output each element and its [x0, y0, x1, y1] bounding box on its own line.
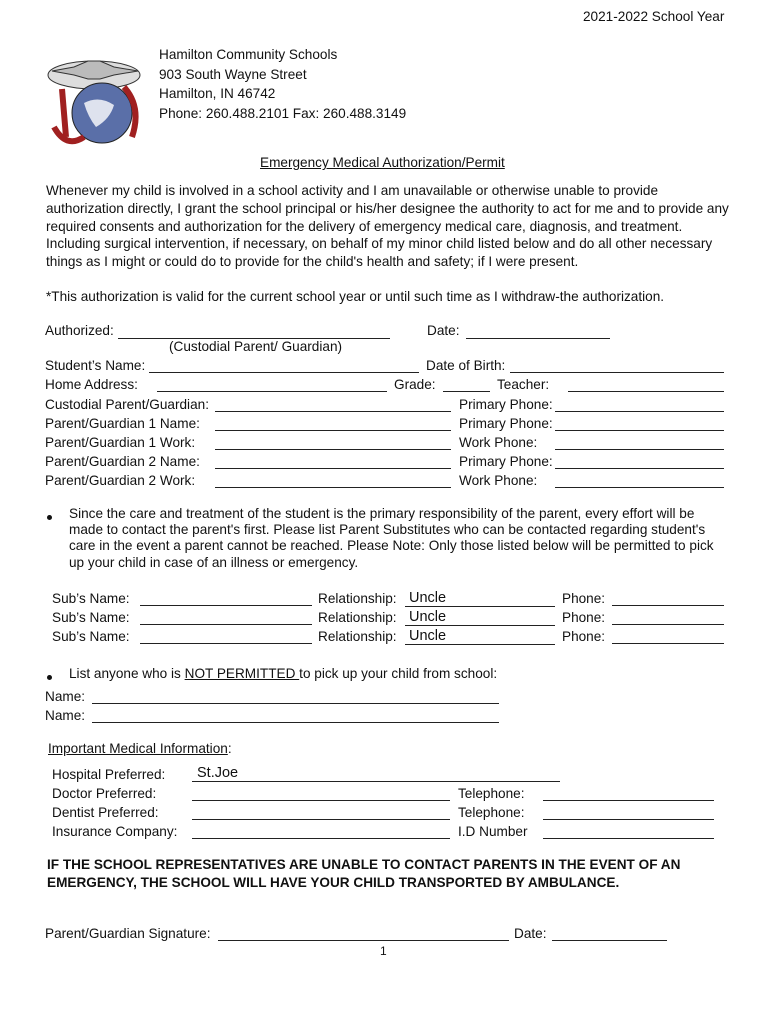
sub-name-field[interactable] — [140, 643, 312, 644]
guardian-phone-field[interactable] — [555, 468, 724, 469]
intro-paragraph: Whenever my child is involved in a school activity and I am unavailable or otherwise unable to provide authorization directly, I grant the school principal or his/her designee the authority to act for me and to provide any required consents and authorization for the delivery of emergency medical care, diagnosis, and treatment. Including surgical intervention, if necessary, on behalf of my minor child listed below and do all other necessary things as I might or could do to provide for the child's health and safety; if I were present. — [46, 183, 729, 270]
guardian-field[interactable] — [215, 449, 451, 450]
signature-label: Parent/Guardian Signature: — [45, 926, 211, 941]
medical-heading-text: Important Medical Information — [48, 741, 228, 756]
student-name-field[interactable] — [149, 372, 419, 373]
not-permitted-name-label: Name: — [45, 689, 86, 704]
guardian-field[interactable] — [215, 411, 451, 412]
substitutes-paragraph: Since the care and treatment of the student is the primary responsibility of the parent, every effort will be made to contact the parent's first. Please list Parent Substitutes who can be contacted regarding student's care in the event a parent cannot be reached. Please Note: Only those listed below will be permitted to pick up your child in case of an illness or emergency. — [69, 506, 714, 570]
guardian-label: Parent/Guardian 1 Name: — [45, 416, 200, 431]
not-permitted-instruction — [69, 666, 497, 681]
teacher-label: Teacher: — [497, 377, 550, 392]
school-year: 2021-2022 School Year — [583, 9, 725, 24]
guardian-label: Custodial Parent/Guardian: — [45, 397, 209, 412]
guardian-phone-field[interactable] — [555, 487, 724, 488]
medical-heading — [48, 741, 232, 756]
id-number-label: I.D Number — [458, 824, 528, 839]
guardian-label: Parent/Guardian 1 Work: — [45, 435, 196, 450]
dentist-label: Dentist Preferred: — [52, 805, 159, 820]
insurance-label: Insurance Company: — [52, 824, 178, 839]
guardian-phone-label: Work Phone: — [459, 435, 538, 450]
signature-date-field[interactable] — [552, 940, 667, 941]
school-city: Hamilton, IN 46742 — [159, 86, 276, 101]
sub-phone-label: Phone: — [562, 629, 606, 644]
guardian-field[interactable] — [215, 487, 451, 488]
bullet-icon — [47, 515, 52, 520]
guardian-phone-field[interactable] — [555, 449, 724, 450]
guardian-field[interactable] — [215, 468, 451, 469]
sub-relationship-value: Uncle — [409, 609, 447, 625]
sub-name-field[interactable] — [140, 624, 312, 625]
signature-field[interactable] — [218, 940, 509, 941]
doctor-telephone-label: Telephone: — [458, 786, 525, 801]
home-address-field[interactable] — [157, 391, 387, 392]
authorized-sub-label: (Custodial Parent/ Guardian) — [169, 339, 343, 354]
hospital-label: Hospital Preferred: — [52, 767, 166, 782]
form-title: Emergency Medical Authorization/Permit — [260, 155, 505, 170]
dentist-field[interactable] — [192, 819, 450, 820]
doctor-telephone-field[interactable] — [543, 800, 714, 801]
guardian-phone-label: Primary Phone: — [459, 454, 553, 469]
validity-note: *This authorization is valid for the current school year or until such time as I withdraw-the authorization. — [46, 289, 665, 304]
hospital-field[interactable] — [192, 781, 560, 782]
guardian-phone-field[interactable] — [555, 430, 724, 431]
school-name: Hamilton Community Schools — [159, 47, 338, 62]
guardian-phone-field[interactable] — [555, 411, 724, 412]
id-number-field[interactable] — [543, 838, 714, 839]
guardian-phone-label: Work Phone: — [459, 473, 538, 488]
guardian-label: Parent/Guardian 2 Work: — [45, 473, 196, 488]
grade-label: Grade: — [394, 377, 436, 392]
doctor-label: Doctor Preferred: — [52, 786, 157, 801]
sub-phone-field[interactable] — [612, 643, 724, 644]
student-name-label: Student’s Name: — [45, 358, 146, 373]
signature-date-label: Date: — [514, 926, 547, 941]
sub-name-field[interactable] — [140, 605, 312, 606]
guardian-phone-label: Primary Phone: — [459, 416, 553, 431]
doctor-field[interactable] — [192, 800, 450, 801]
hospital-value: St.Joe — [197, 765, 239, 781]
sub-name-label: Sub’s Name: — [52, 591, 130, 606]
guardian-label: Parent/Guardian 2 Name: — [45, 454, 200, 469]
not-permitted-name-field[interactable] — [92, 703, 499, 704]
authorized-date-label: Date: — [427, 323, 460, 338]
guardian-field[interactable] — [215, 430, 451, 431]
sub-phone-label: Phone: — [562, 610, 606, 625]
bullet-icon — [47, 675, 52, 680]
dob-field[interactable] — [510, 372, 724, 373]
dentist-telephone-label: Telephone: — [458, 805, 525, 820]
ambulance-warning: IF THE SCHOOL REPRESENTATIVES ARE UNABLE TO CONTACT PARENTS IN THE EVENT OF AN EMERGENCY, THE SCHOOL WILL HAVE YOUR CHILD TRANSPORTED BY AMBULANCE. — [47, 857, 681, 890]
dentist-telephone-field[interactable] — [543, 819, 714, 820]
school-logo-icon — [44, 47, 150, 153]
sub-relationship-field[interactable] — [405, 644, 555, 645]
sub-phone-field[interactable] — [612, 624, 724, 625]
sub-relationship-value: Uncle — [409, 628, 447, 644]
school-phone: Phone: 260.488.2101 Fax: 260.488.3149 — [159, 106, 407, 121]
authorized-label: Authorized: — [45, 323, 114, 338]
sub-relationship-value: Uncle — [409, 590, 447, 606]
grade-field[interactable] — [443, 391, 490, 392]
authorized-date-field[interactable] — [466, 338, 610, 339]
not-permitted-name-label: Name: — [45, 708, 86, 723]
not-permitted-emphasis: NOT PERMITTED — [184, 666, 300, 681]
insurance-field[interactable] — [192, 838, 450, 839]
sub-relationship-label: Relationship: — [318, 629, 397, 644]
not-permitted-name-field[interactable] — [92, 722, 499, 723]
home-address-label: Home Address: — [45, 377, 138, 392]
dob-label: Date of Birth: — [426, 358, 506, 373]
sub-relationship-label: Relationship: — [318, 591, 397, 606]
sub-phone-field[interactable] — [612, 605, 724, 606]
teacher-field[interactable] — [568, 391, 724, 392]
not-permitted-suffix: to pick up your child from school: — [299, 666, 498, 681]
sub-relationship-field[interactable] — [405, 606, 555, 607]
sub-relationship-label: Relationship: — [318, 610, 397, 625]
medical-heading-colon: : — [227, 741, 232, 756]
sub-name-label: Sub’s Name: — [52, 629, 130, 644]
sub-name-label: Sub’s Name: — [52, 610, 130, 625]
not-permitted-prefix: List anyone who is — [69, 666, 185, 681]
guardian-phone-label: Primary Phone: — [459, 397, 553, 412]
sub-relationship-field[interactable] — [405, 625, 555, 626]
sub-phone-label: Phone: — [562, 591, 606, 606]
school-street: 903 South Wayne Street — [159, 67, 307, 82]
page-number: 1 — [380, 944, 387, 958]
